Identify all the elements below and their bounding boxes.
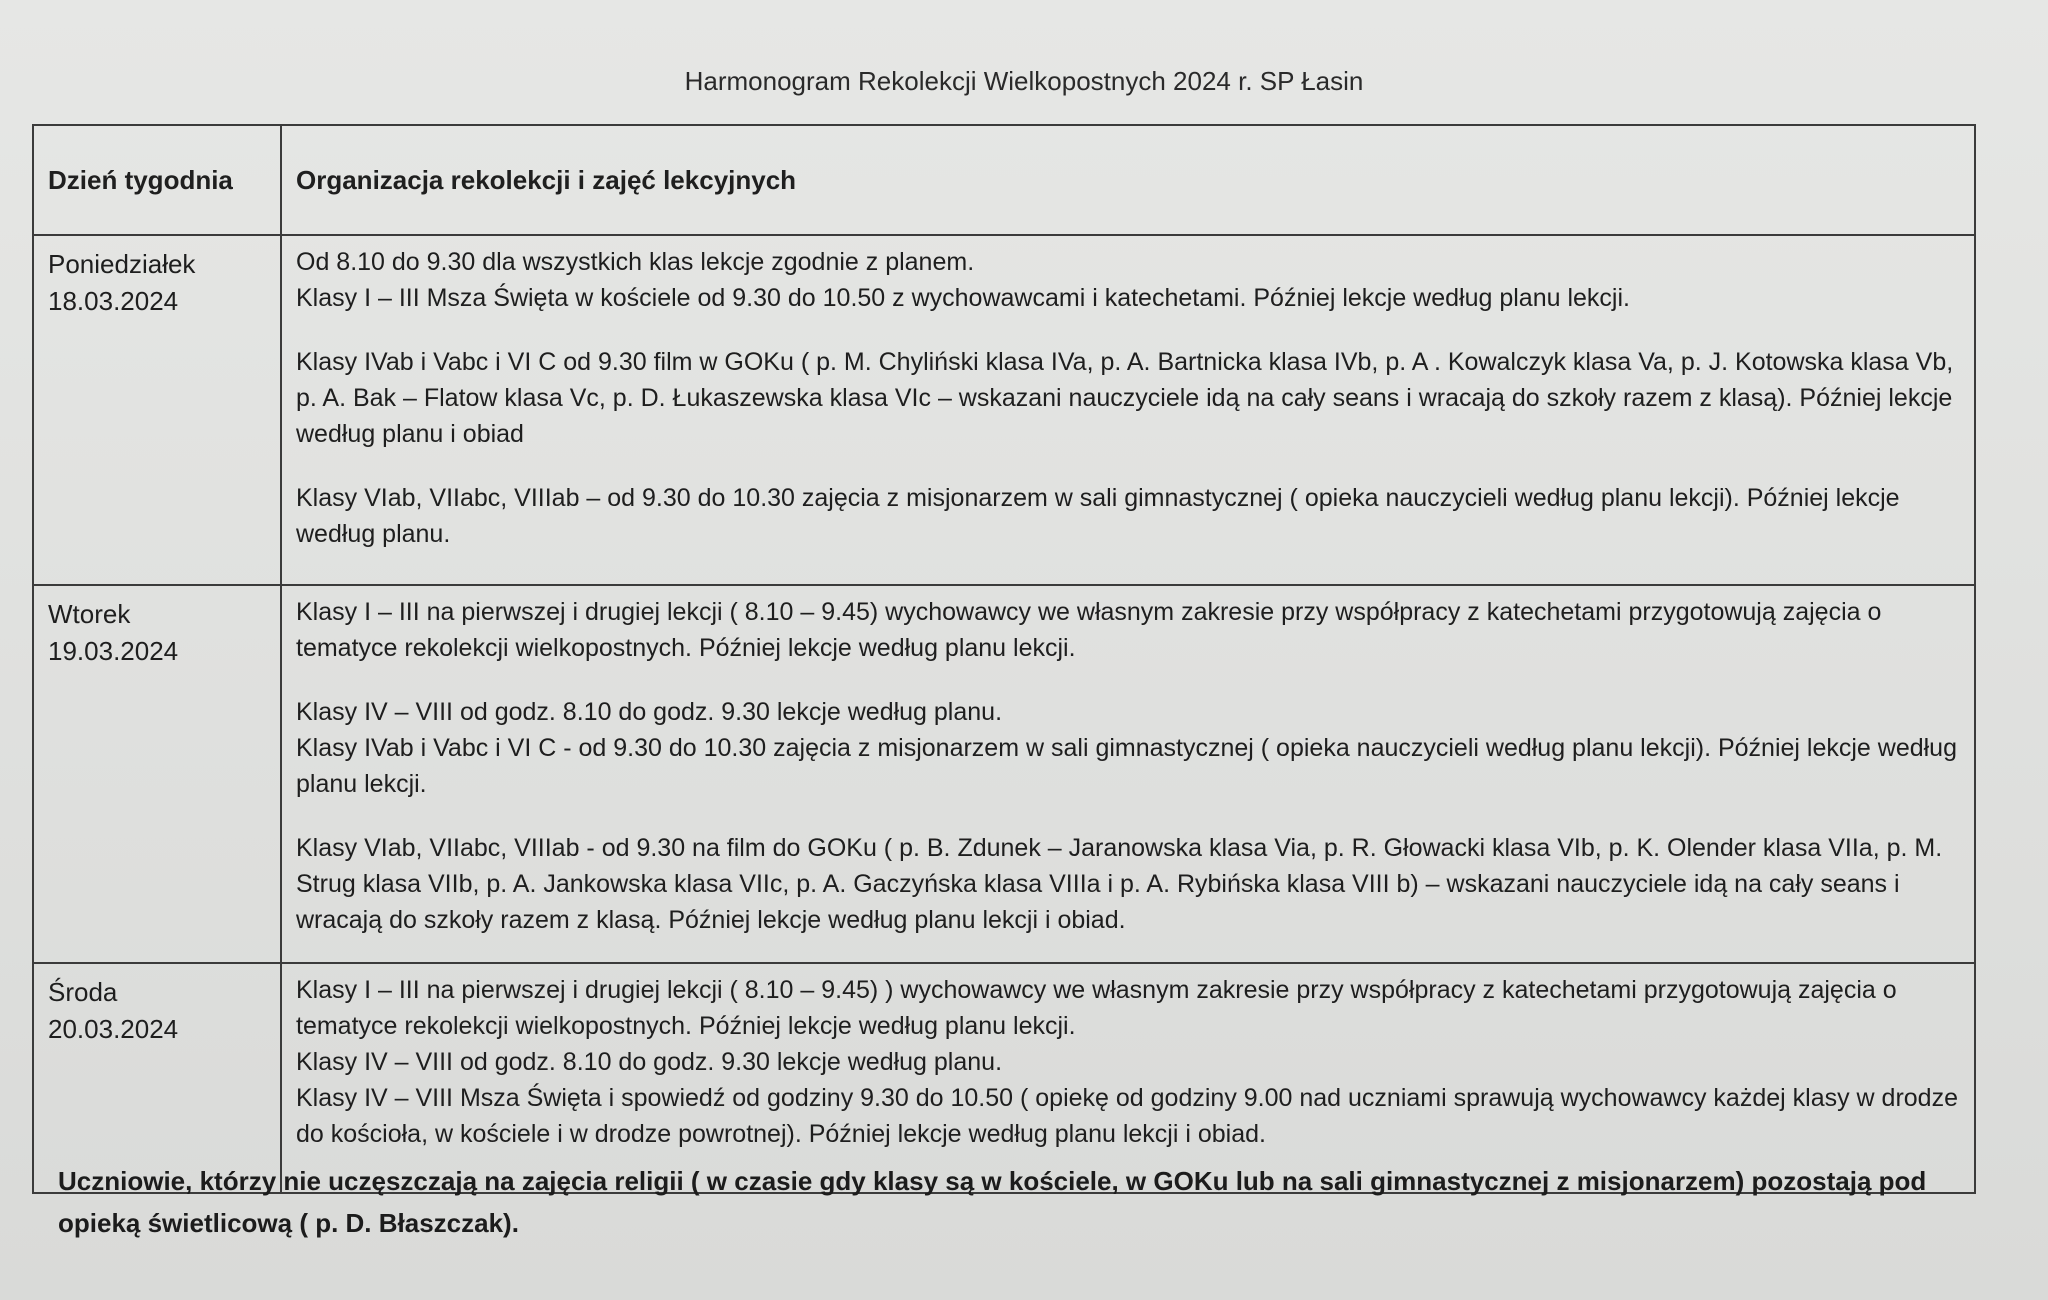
table-header-row bbox=[33, 125, 1975, 235]
schedule-paragraph: Od 8.10 do 9.30 dla wszystkich klas lekcje zgodnie z planem. bbox=[296, 248, 975, 276]
schedule-paragraph: Klasy IVab i Vabc i VI C od 9.30 film w GOKu ( p. M. Chyliński klasa IVa, p. A. Bartnicka klasa IVb, p. A . Kowalczyk klasa Va, p. J. Kotowska klasa Vb, p. A. Bak – Flatow klasa Vc, p. D. Łukaszewska klasa VIc – wskazani nauczyciele idą na cały seans i wracają do szkoły razem z klasą). Później lekcje według planu i obiad bbox=[296, 348, 1954, 448]
schedule-paragraph: Klasy I – III na pierwszej i drugiej lekcji ( 8.10 – 9.45) ) wychowawcy we własnym zakresie przy współpracy z katechetami przygotowują zajęcia o tematyce rekolekcji wielkopostnych. Później lekcje według planu lekcji. bbox=[296, 976, 1897, 1040]
day-name: Wtorek bbox=[48, 599, 131, 629]
schedule-paragraph: Klasy IV – VIII od godz. 8.10 do godz. 9.30 lekcje według planu. bbox=[296, 1048, 1003, 1076]
schedule-paragraph: Klasy VIab, VIIabc, VIIIab – od 9.30 do 10.30 zajęcia z misjonarzem w sali gimnastycznej ( opieka nauczycieli według planu lekcji). Później lekcje według planu. bbox=[296, 484, 1900, 548]
footer-note: Uczniowie, którzy nie uczęszczają na zajęcia religii ( w czasie gdy klasy są w kościele, w GOKu lub na sali gimnastycznej z misjonarzem) pozostają pod opieką świetlicową ( p. D. Błaszczak). bbox=[58, 1166, 1927, 1238]
schedule-paragraph: Klasy VIab, VIIabc, VIIIab - od 9.30 na film do GOKu ( p. B. Zdunek – Jaranowska klasa Via, p. R. Głowacki klasa VIb, p. K. Olender klasa VIIa, p. M. Strug klasa VIIb, p. A. Jankowska klasa VIIc, p. A. Gaczyńska klasa VIIIa i p. A. Rybińska klasa VIII b) – wskazani nauczyciele idą na cały seans i wracają do szkoły razem z klasą. Później lekcje według planu lekcji i obiad. bbox=[296, 834, 1943, 934]
organization-cell bbox=[281, 235, 1975, 585]
schedule-paragraph: Klasy IV – VIII Msza Święta i spowiedź od godziny 9.30 do 10.50 ( opiekę od godziny 9.00 nad uczniami sprawują wychowawcy każdej klasy w drodze do kościoła, w kościele i w drodze powrotnej). Później lekcje według planu lekcji i obiad. bbox=[296, 1084, 1958, 1148]
document-title: Harmonogram Rekolekcji Wielkopostnych 2024 r. SP Łasin bbox=[684, 66, 1364, 96]
table-row-monday bbox=[33, 235, 1975, 585]
day-date: 18.03.2024 bbox=[48, 286, 179, 316]
schedule-paragraph: Klasy IVab i Vabc i VI C - od 9.30 do 10.30 zajęcia z misjonarzem w sali gimnastycznej ( opieka nauczycieli według planu lekcji). Później lekcje według planu lekcji. bbox=[296, 734, 1957, 798]
organization-cell bbox=[281, 585, 1975, 963]
organization-cell bbox=[281, 963, 1975, 1193]
table-row-tuesday bbox=[33, 585, 1975, 963]
day-cell bbox=[33, 235, 281, 585]
day-cell bbox=[33, 963, 281, 1193]
table-row-wednesday bbox=[33, 963, 1975, 1193]
schedule-paragraph: Klasy IV – VIII od godz. 8.10 do godz. 9.30 lekcje według planu. bbox=[296, 698, 1003, 726]
day-name: Poniedziałek bbox=[48, 249, 196, 279]
day-name: Środa bbox=[48, 977, 118, 1007]
column-header-day: Dzień tygodnia bbox=[33, 125, 281, 235]
day-cell bbox=[33, 585, 281, 963]
schedule-table bbox=[32, 124, 1976, 1194]
day-date: 20.03.2024 bbox=[48, 1014, 179, 1044]
column-header-organization: Organizacja rekolekcji i zajęć lekcyjnych bbox=[281, 125, 1975, 235]
schedule-paragraph: Klasy I – III na pierwszej i drugiej lekcji ( 8.10 – 9.45) wychowawcy we własnym zakresie przy współpracy z katechetami przygotowują zajęcia o tematyce rekolekcji wielkopostnych. Później lekcje według planu lekcji. bbox=[296, 598, 1882, 662]
schedule-paragraph: Klasy I – III Msza Święta w kościele od 9.30 do 10.50 z wychowawcami i katechetami. Później lekcje według planu lekcji. bbox=[296, 284, 1630, 312]
day-date: 19.03.2024 bbox=[48, 636, 179, 666]
